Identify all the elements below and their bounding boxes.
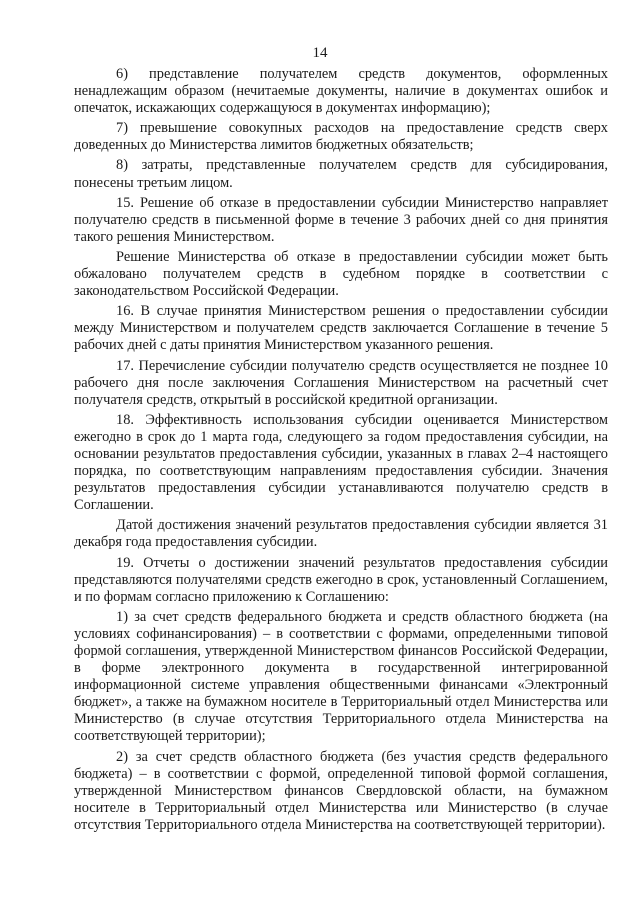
- paragraph-subitem-1: 1) за счет средств федерального бюджета и средств областного бюджета (на условиях софинансирования) – в соответствии с формами, определенными типовой формой соглашения, утвержденной Министерством финансов Российской Федерации, в форме электронного документа в государственной интегрированной информационной системе управления общественными финансами «Электронный бюджет», а также на бумажном носителе в Территориальный отдел Министерства или Министерство (в случае отсутствия Территориального отдела Министерства на соответствующей территории);: [74, 608, 608, 745]
- paragraph-subitem-2: 2) за счет средств областного бюджета (без участия средств федерального бюджета) – в соответствии с формой, определенной типовой формой соглашения, утвержденной Министерством финансов Свердловской области, на бумажном носителе в Территориальный отдел Министерства или Министерство (в случае отсутствия Территориального отдела Министерства на соответствующей территории).: [74, 748, 608, 833]
- paragraph-clause-15: 15. Решение об отказе в предоставлении субсидии Министерство направляет получателю средств в письменной форме в течение 3 рабочих дней со дня принятия такого решения Министерством.: [74, 194, 608, 245]
- paragraph-results-date: Датой достижения значений результатов предоставления субсидии является 31 декабря года предоставления субсидии.: [74, 517, 608, 551]
- page-number: 14: [312, 45, 328, 61]
- paragraph-item-8: 8) затраты, представленные получателем средств для субсидирования, понесены третьим лицом.: [74, 157, 608, 191]
- paragraph-clause-17: 17. Перечисление субсидии получателю средств осуществляется не позднее 10 рабочего дня после заключения Соглашения Министерством на расчетный счет получателя средств, открытый в российской кредитной организации.: [74, 357, 608, 408]
- paragraph-item-6: 6) представление получателем средств документов, оформленных ненадлежащим образом (нечитаемые документы, наличие в документах ошибок и опечаток, искажающих содержащуюся в документах информацию);: [74, 66, 608, 117]
- paragraph-clause-19: 19. Отчеты о достижении значений результатов предоставления субсидии представляются получателями средств ежегодно в срок, установленный Соглашением, и по формам согласно приложению к Соглашению:: [74, 554, 608, 605]
- paragraph-clause-18: 18. Эффективность использования субсидии оценивается Министерством ежегодно в срок до 1 марта года, следующего за годом предоставления субсидии, на основании результатов предоставления субсидии, указанных в главах 2–4 настоящего порядка, по соответствующим направлениям предоставления субсидии. Значения результатов предоставления субсидии устанавливаются получателю средств в Соглашении.: [74, 411, 608, 514]
- paragraph-item-7: 7) превышение совокупных расходов на предоставление средств сверх доведенных до Министерства лимитов бюджетных обязательств;: [74, 120, 608, 154]
- paragraph-clause-16: 16. В случае принятия Министерством решения о предоставлении субсидии между Министерством и получателем средств заключается Соглашение в течение 5 рабочих дней с даты принятия Министерством указанного решения.: [74, 303, 608, 354]
- document-body: [74, 66, 608, 834]
- paragraph-appeal: Решение Министерства об отказе в предоставлении субсидии может быть обжаловано получателем средств в судебном порядке в соответствии с законодательством Российской Федерации.: [74, 248, 608, 300]
